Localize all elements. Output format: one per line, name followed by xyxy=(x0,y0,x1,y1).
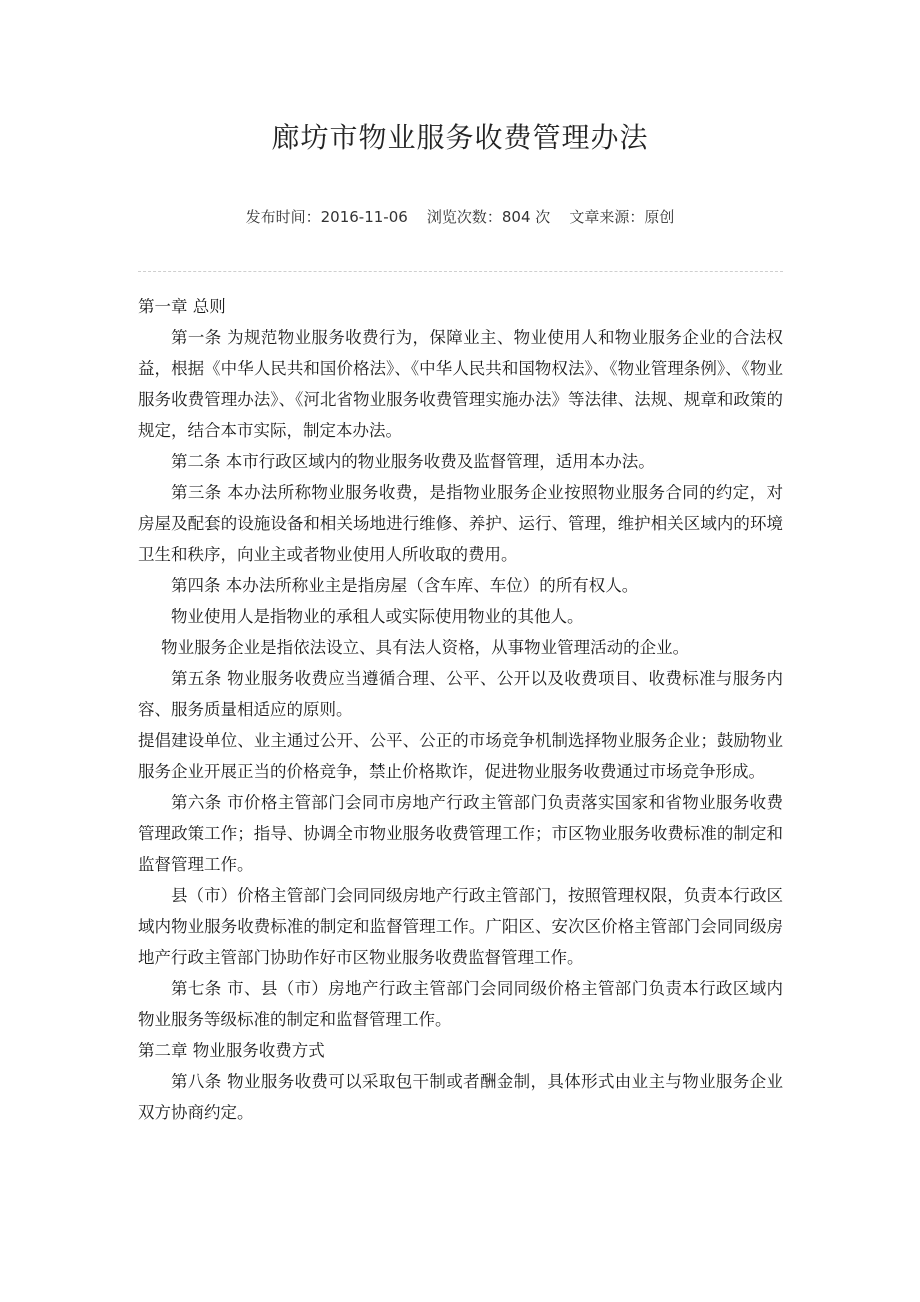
view-count-label: 浏览次数： xyxy=(426,208,502,226)
dashed-divider xyxy=(138,271,783,272)
publish-time-label: 发布时间： xyxy=(245,208,321,226)
view-count-value: 804 次 xyxy=(501,208,551,226)
article-paragraph: 第四条 本办法所称业主是指房屋（含车库、车位）的所有权人。 xyxy=(171,576,639,595)
article-paragraph: 第八条 物业服务收费可以采取包干制或者酬金制，具体形式由业主与物业服务企业双方协商约定。 xyxy=(138,1072,783,1122)
chapter-heading: 第二章 物业服务收费方式 xyxy=(138,1041,325,1060)
article-paragraph: 第二条 本市行政区域内的物业服务收费及监督管理，适用本办法。 xyxy=(171,452,655,471)
article-body xyxy=(138,291,783,1128)
article-paragraph: 县（市）价格主管部门会同同级房地产行政主管部门，按照管理权限，负责本行政区域内物业服务收费标准的制定和监督管理工作。广阳区、安次区价格主管部门会同同级房地产行政主管部门协助作好市区物业服务收费监督管理工作。 xyxy=(138,886,783,967)
article-paragraph: 第五条 物业服务收费应当遵循合理、公平、公开以及收费项目、收费标准与服务内容、服务质量相适应的原则。 xyxy=(138,669,783,719)
document-title: 廊坊市物业服务收费管理办法 xyxy=(271,121,649,154)
article-paragraph: 物业使用人是指物业的承租人或实际使用物业的其他人。 xyxy=(171,607,584,626)
article-paragraph: 第一条 为规范物业服务收费行为，保障业主、物业使用人和物业服务企业的合法权益，根据《中华人民共和国价格法》、《中华人民共和国物权法》、《物业管理条例》、《物业服务收费管理办法》、《河北省物业服务收费管理实施办法》等法律、法规、规章和政策的规定，结合本市实际，制定本办法。 xyxy=(138,328,783,440)
article-paragraph: 第七条 市、县（市）房地产行政主管部门会同同级价格主管部门负责本行政区域内物业服务等级标准的制定和监督管理工作。 xyxy=(138,979,783,1029)
article-meta xyxy=(0,206,920,228)
chapter-heading: 第一章 总则 xyxy=(138,297,226,316)
article-paragraph: 物业服务企业是指依法设立、具有法人资格，从事物业管理活动的企业。 xyxy=(161,638,690,657)
publish-time-value: 2016-11-06 xyxy=(320,208,408,226)
article-paragraph: 提倡建设单位、业主通过公开、公平、公正的市场竞争机制选择物业服务企业；鼓励物业服务企业开展正当的价格竞争，禁止价格欺诈，促进物业服务收费通过市场竞争形成。 xyxy=(138,731,783,781)
source-label: 文章来源： xyxy=(569,208,645,226)
article-paragraph: 第六条 市价格主管部门会同市房地产行政主管部门负责落实国家和省物业服务收费管理政策工作；指导、协调全市物业服务收费管理工作；市区物业服务收费标准的制定和监督管理工作。 xyxy=(138,793,783,874)
source-value: 原创 xyxy=(644,208,675,226)
article-paragraph: 第三条 本办法所称物业服务收费，是指物业服务企业按照物业服务合同的约定，对房屋及配套的设施设备和相关场地进行维修、养护、运行、管理，维护相关区域内的环境卫生和秩序，向业主或者物业使用人所收取的费用。 xyxy=(138,483,783,564)
